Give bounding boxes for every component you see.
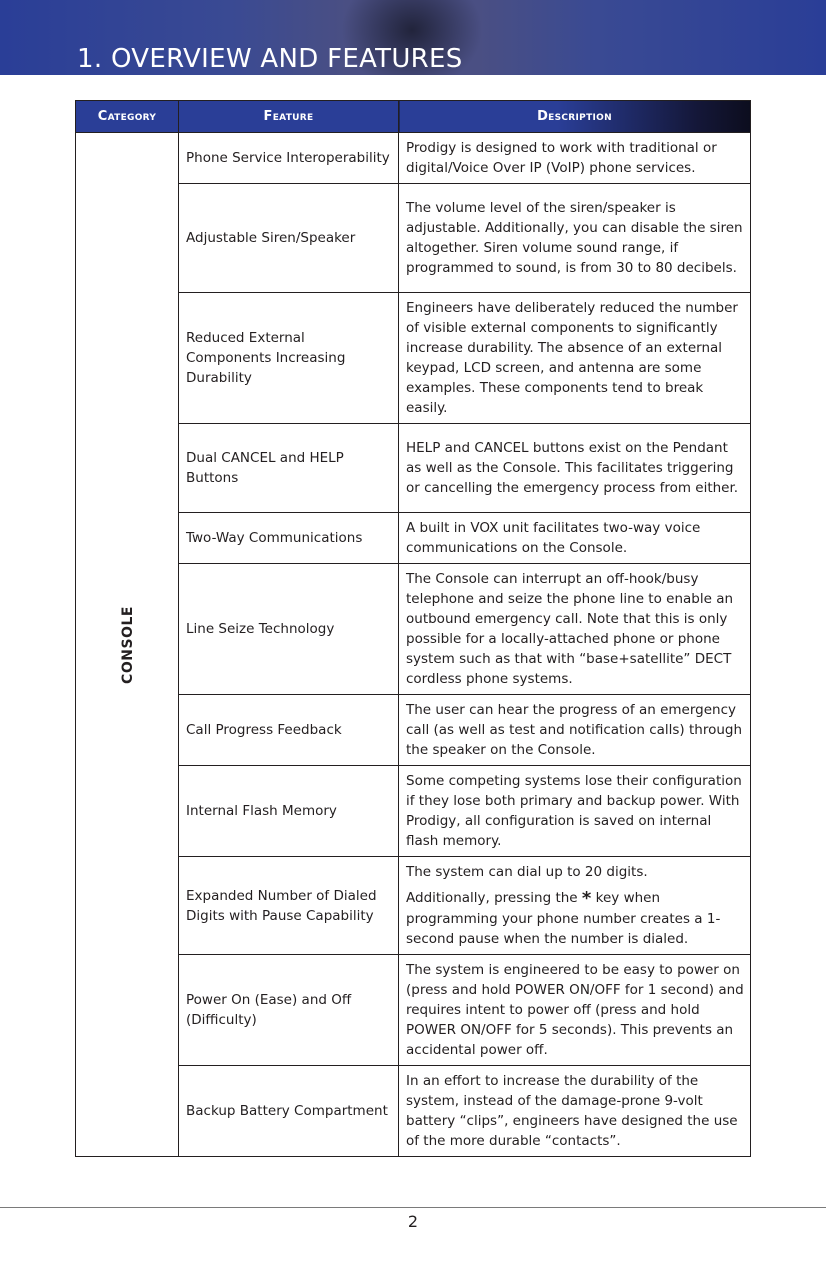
description-cell: Engineers have deliberately reduced the number of visible external components to significantly increase durability. The absence of an external keypad, LCD screen, and antenna are some examples. These components tend to break easily.	[399, 293, 751, 424]
feature-cell: Phone Service Interoperability	[179, 133, 399, 184]
header-description: Description	[399, 101, 751, 133]
header-category: Category	[76, 101, 179, 133]
features-table	[75, 100, 751, 1157]
feature-cell: Two-Way Communications	[179, 513, 399, 564]
description-cell: HELP and CANCEL buttons exist on the Pendant as well as the Console. This facilitates triggering or cancelling the emergency process from either.	[399, 424, 751, 513]
feature-cell: Internal Flash Memory	[179, 766, 399, 857]
description-cell	[399, 857, 751, 955]
description-cell: A built in VOX unit facilitates two-way voice communications on the Console.	[399, 513, 751, 564]
header-feature: Feature	[179, 101, 399, 133]
description-line	[406, 888, 744, 949]
feature-cell: Line Seize Technology	[179, 564, 399, 695]
description-cell: The Console can interrupt an off-hook/busy telephone and seize the phone line to enable an outbound emergency call. Note that this is only possible for a locally-attached phone or phone system such as that with “base+satellite” DECT cordless phone systems.	[399, 564, 751, 695]
table-row	[76, 133, 751, 184]
feature-cell: Power On (Ease) and Off (Difficulty)	[179, 955, 399, 1066]
feature-cell: Dual CANCEL and HELP Buttons	[179, 424, 399, 513]
page-number: 2	[407, 1212, 419, 1231]
category-label: CONSOLE	[119, 605, 136, 684]
description-cell: Prodigy is designed to work with traditional or digital/Voice Over IP (VoIP) phone services.	[399, 133, 751, 184]
feature-cell: Backup Battery Compartment	[179, 1066, 399, 1157]
feature-cell: Adjustable Siren/Speaker	[179, 184, 399, 293]
description-cell: Some competing systems lose their configuration if they lose both primary and backup power. With Prodigy, all configuration is saved on internal flash memory.	[399, 766, 751, 857]
description-cell: The volume level of the siren/speaker is adjustable. Additionally, you can disable the siren altogether. Siren volume sound range, if programmed to sound, is from 30 to 80 decibels.	[399, 184, 751, 293]
feature-cell: Expanded Number of Dialed Digits with Pause Capability	[179, 857, 399, 955]
table-header-row	[76, 101, 751, 133]
asterisk-key-icon: *	[581, 888, 592, 909]
description-cell: The user can hear the progress of an emergency call (as well as test and notification calls) through the speaker on the Console.	[399, 695, 751, 766]
page-title: 1. OVERVIEW AND FEATURES	[77, 44, 463, 74]
category-cell	[76, 133, 179, 1157]
description-line: The system can dial up to 20 digits.	[406, 864, 648, 880]
feature-cell: Call Progress Feedback	[179, 695, 399, 766]
footer-divider	[0, 1207, 826, 1208]
description-cell: In an effort to increase the durability of the system, instead of the damage-prone 9-volt battery “clips”, engineers have designed the use of the more durable “contacts”.	[399, 1066, 751, 1157]
description-text: Additionally, pressing the	[406, 890, 578, 906]
header-banner	[0, 0, 826, 75]
feature-cell: Reduced External Components Increasing Durability	[179, 293, 399, 424]
description-text: key when programming your phone number creates a 1-second pause when the number is dialed.	[406, 890, 721, 947]
description-cell: The system is engineered to be easy to power on (press and hold POWER ON/OFF for 1 second) and requires intent to power off (press and hold POWER ON/OFF for 5 seconds). This prevents an accidental power off.	[399, 955, 751, 1066]
